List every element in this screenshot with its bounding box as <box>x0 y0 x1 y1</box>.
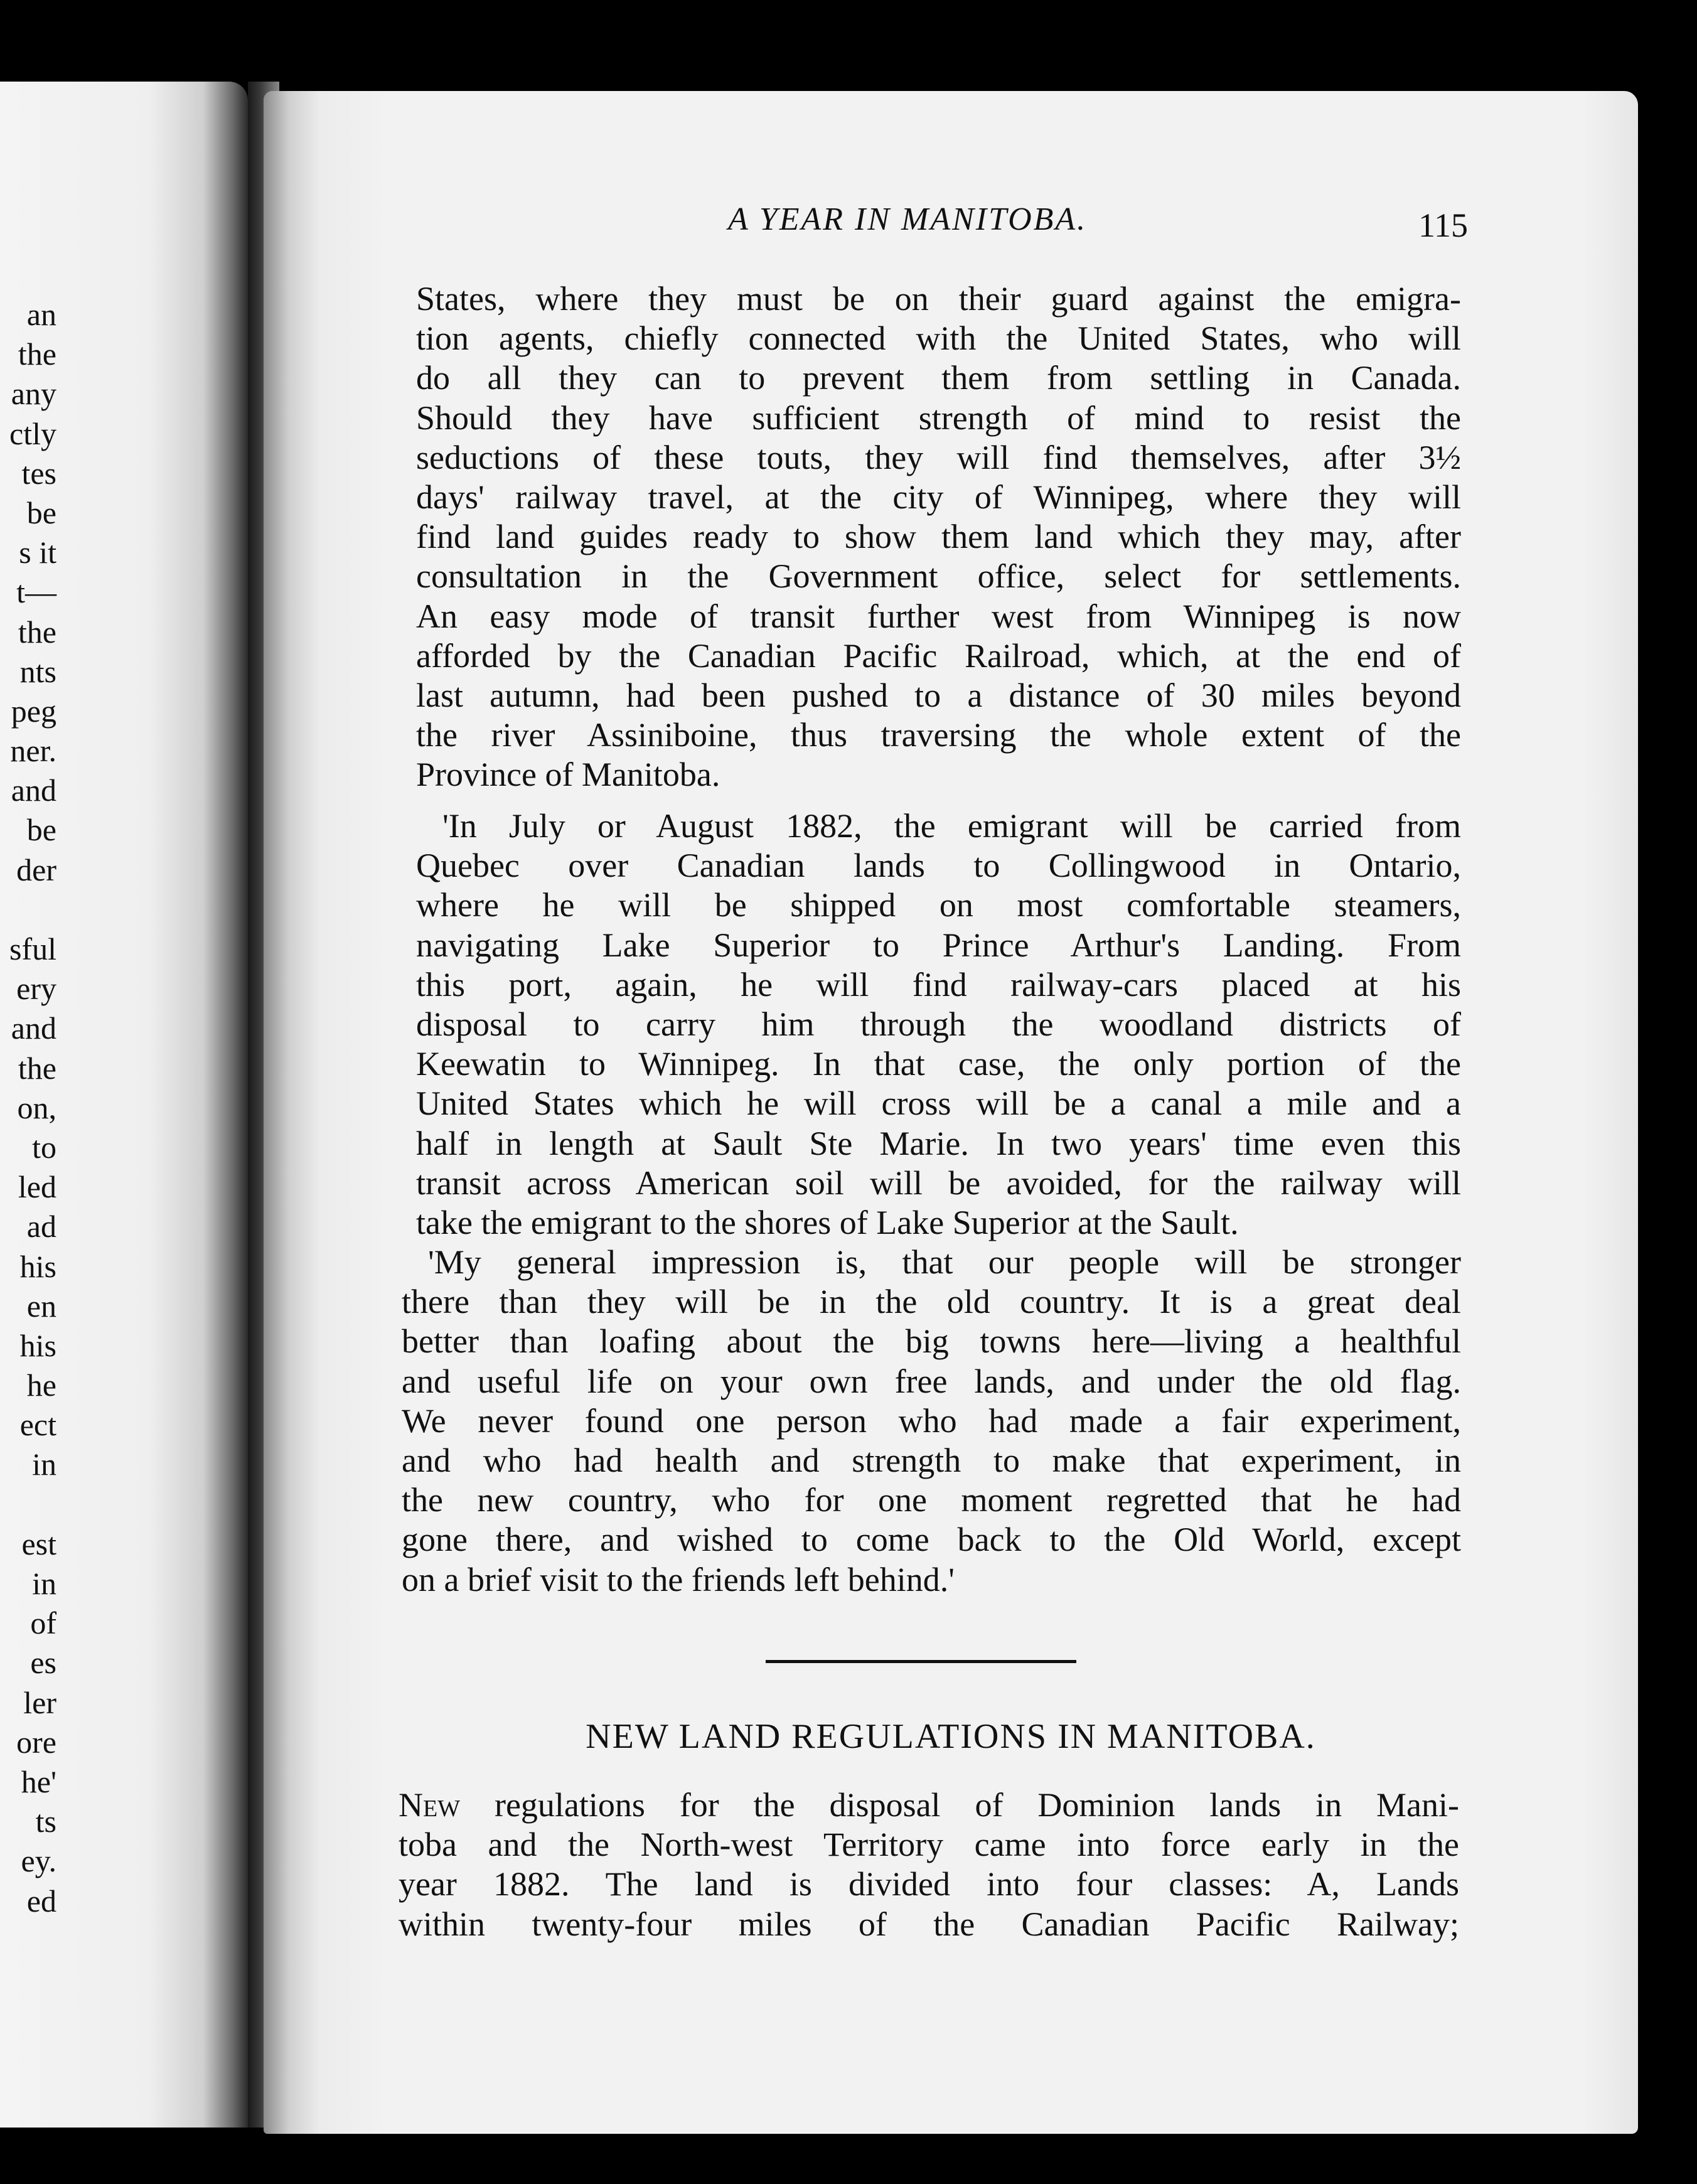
text-line: on a brief visit to the friends left behind.' <box>402 1560 955 1598</box>
left-page-fragment: the <box>18 1050 56 1086</box>
left-page-fragment: in <box>32 1566 56 1601</box>
paragraph-land-regulations <box>399 1785 1459 1944</box>
left-page-fragment: ey. <box>21 1843 56 1879</box>
text-line: We never found one person who had made a fair experiment, <box>402 1401 1461 1440</box>
text-line: Keewatin to Winnipeg. In that case, the only portion of the <box>416 1045 1461 1083</box>
text-line: days' railway travel, at the city of Winnipeg, where they will <box>416 478 1461 516</box>
left-page-fragment: nts <box>19 653 56 689</box>
left-page-fragment: ad <box>26 1209 56 1245</box>
left-page-fragment: ts <box>35 1804 56 1839</box>
left-page-fragment: his <box>19 1327 56 1363</box>
text-line: An easy mode of transit further west from Winnipeg is now <box>416 597 1461 635</box>
left-page-fragment: est <box>21 1526 56 1561</box>
text-line: last autumn, had been pushed to a distance of 30 miles beyond <box>416 676 1461 714</box>
text-line: Province of Manitoba. <box>416 756 720 794</box>
left-page-fragment: t— <box>16 574 56 610</box>
text-line: the river Assiniboine, thus traversing the whole extent of the <box>416 716 1461 754</box>
left-page-fragment: ore <box>16 1724 56 1760</box>
section-divider-rule <box>766 1660 1076 1663</box>
left-page-fragment: he' <box>21 1764 56 1799</box>
left-page-fragment: ed <box>26 1883 56 1919</box>
text-line: find land guides ready to show them land which they may, after <box>416 518 1461 556</box>
text-line: 'In July or August 1882, the emigrant will be carried from <box>442 807 1461 845</box>
left-page-fragment: ctly <box>9 415 56 451</box>
left-page-fragment: and <box>11 773 56 808</box>
left-page-fragment: sful <box>9 931 56 966</box>
text-line: there than they will be in the old country. It is a great deal <box>402 1283 1461 1321</box>
paragraph-general-impression <box>402 1243 1461 1600</box>
left-page-fragment: any <box>11 376 56 412</box>
text-line: and useful life on your own free lands, and under the old flag. <box>402 1362 1461 1400</box>
text-line-rest: regulations for the disposal of Dominion lands in Mani- <box>460 1786 1459 1824</box>
paragraph-continued <box>416 279 1461 795</box>
left-page-text-fragments <box>0 295 56 1921</box>
left-page-fragment: his <box>19 1248 56 1284</box>
left-page-fragment: ler <box>23 1684 56 1720</box>
running-head-title: A YEAR IN MANITOBA. <box>728 201 1088 237</box>
text-line: the new country, who for one moment regretted that he had <box>402 1481 1461 1519</box>
text-line: within twenty-four miles of the Canadian Pacific Railway; <box>399 1905 1459 1943</box>
left-page-fragment: of <box>30 1605 56 1641</box>
left-page-fragment: der <box>16 852 56 887</box>
text-line: disposal to carry him through the woodland districts of <box>416 1005 1461 1043</box>
left-page-fragment: peg <box>11 693 56 729</box>
paragraph-emigrant-route <box>416 806 1461 1243</box>
left-page-fragment: ect <box>19 1407 56 1443</box>
left-page-fragment: he <box>26 1368 56 1403</box>
right-page <box>264 91 1638 2134</box>
left-page-fragment: be <box>26 812 56 848</box>
left-page-fragment <box>0 890 56 929</box>
section-heading: NEW LAND REGULATIONS IN MANITOBA. <box>586 1717 1316 1756</box>
left-page-fragment: to <box>32 1129 56 1165</box>
left-page-fragment: on, <box>17 1089 56 1125</box>
left-page-fragment: an <box>26 297 56 332</box>
left-page-fragment <box>0 1485 56 1524</box>
text-line: afforded by the Canadian Pacific Railroad, which, at the end of <box>416 636 1461 675</box>
text-line: take the emigrant to the shores of Lake Superior at the Sault. <box>416 1203 1239 1241</box>
text-line: half in length at Sault Ste Marie. In two years' time even this <box>416 1124 1461 1162</box>
text-line: toba and the North-west Territory came into force early in the <box>399 1826 1459 1864</box>
text-line: year 1882. The land is divided into four classes: A, Lands <box>399 1865 1459 1903</box>
text-line: 'My general impression is, that our people will be stronger <box>428 1243 1461 1281</box>
text-line: consultation in the Government office, select for settlements. <box>416 557 1461 596</box>
text-line: seductions of these touts, they will find themselves, after 3½ <box>416 438 1461 476</box>
text-line: Quebec over Canadian lands to Collingwood in Ontario, <box>416 847 1461 885</box>
left-page-fragment: en <box>26 1288 56 1324</box>
text-line: tion agents, chiefly connected with the United States, who will <box>416 319 1461 358</box>
left-page-fragment: ner. <box>10 733 56 769</box>
left-page-fragment: s it <box>19 535 56 570</box>
left-page-fragment: es <box>30 1645 56 1681</box>
left-facing-page <box>0 82 248 2128</box>
left-page-fragment: be <box>26 495 56 530</box>
text-line <box>399 1785 1459 1825</box>
left-page-fragment: the <box>18 336 56 372</box>
text-line: and who had health and strength to make that experiment, in <box>402 1441 1461 1479</box>
left-page-fragment: and <box>11 1010 56 1046</box>
text-line: transit across American soil will be avoided, for the railway will <box>416 1164 1461 1202</box>
left-page-fragment: tes <box>21 455 56 491</box>
left-page-fragment: led <box>18 1169 56 1205</box>
text-line: gone there, and wished to come back to the Old World, except <box>402 1521 1461 1559</box>
left-page-fragment: ery <box>16 971 56 1007</box>
text-line: United States which he will cross will be a canal a mile and a <box>416 1084 1461 1123</box>
lead-in-word: New <box>399 1786 461 1824</box>
text-line: navigating Lake Superior to Prince Arthur's Landing. From <box>416 926 1461 964</box>
left-page-fragment: in <box>32 1447 56 1482</box>
page-number: 115 <box>1418 206 1468 244</box>
text-line: States, where they must be on their guard against the emigra- <box>416 280 1461 318</box>
text-line: do all they can to prevent them from settling in Canada. <box>416 359 1461 397</box>
running-head <box>264 201 1638 251</box>
text-line: Should they have sufficient strength of mind to resist the <box>416 399 1461 437</box>
text-line: this port, again, he will find railway-cars placed at his <box>416 965 1461 1004</box>
text-line: better than loafing about the big towns here—living a healthful <box>402 1322 1461 1361</box>
left-page-fragment: the <box>18 614 56 650</box>
text-line: where he will be shipped on most comfortable steamers, <box>416 886 1461 924</box>
